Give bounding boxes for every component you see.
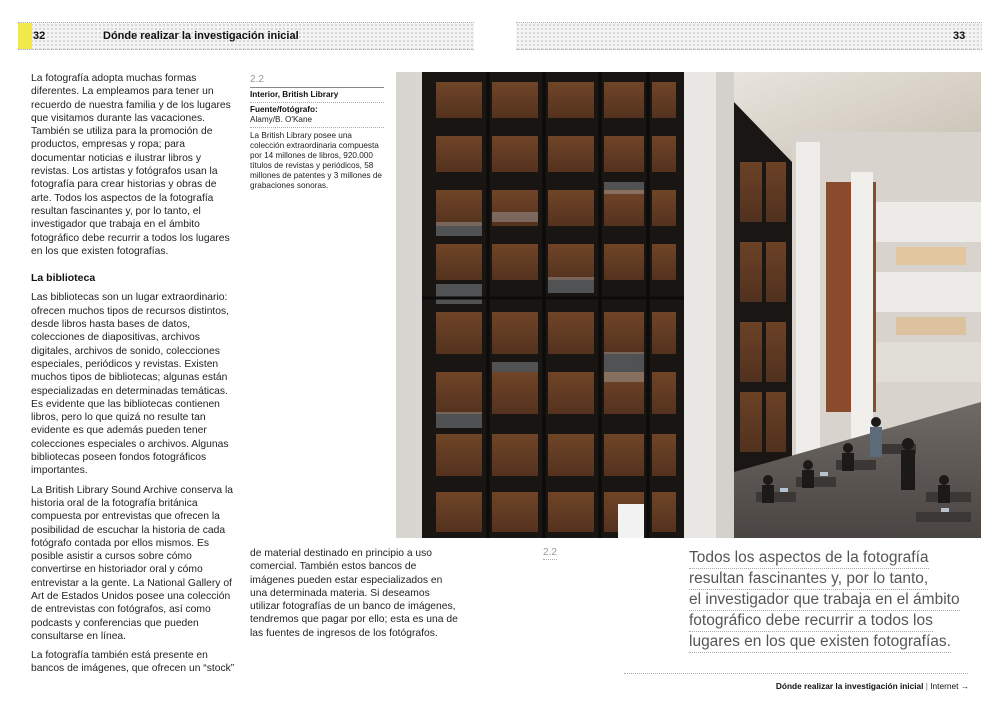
caption-text: La British Library posee una colección extraordinaria compuesta por 14 millones de libros, 920.000 títulos de revistas y periódicos, 58 millones de patentes y 3 millones de grabaciones sonoras. xyxy=(250,131,382,190)
footer-next-link[interactable]: Internet xyxy=(930,681,959,691)
section-heading: La biblioteca xyxy=(31,272,96,285)
right-page-number: 33 xyxy=(953,30,966,42)
pull-quote-line: resultan fascinantes y, por lo tanto, xyxy=(689,569,928,590)
figure-reference: 2.2 xyxy=(543,547,557,558)
footer-separator: | xyxy=(925,681,928,691)
caption-rule xyxy=(250,87,384,88)
sound-archive-paragraph: La British Library Sound Archive conserva la historia oral de la fotografía británica compuesta por entrevistas que ofrecen la posibilidad de escuchar la historia de cada fotógrafo contada por ellos mismos. Es posible asistir a cursos sobre cómo convertirse en historiador oral y cómo entrevistar a la gente. La National Gallery of Art de Estados Unidos posee una colección de entrevistas con fotógrafos, así como podcasts y conferencias que pueden consultarse en línea. xyxy=(31,484,234,642)
footer-divider xyxy=(624,673,968,675)
caption-number: 2.2 xyxy=(250,74,264,85)
right-header-bar xyxy=(516,22,982,50)
library-interior-photo xyxy=(396,72,981,538)
left-header-title: Dónde realizar la investigación inicial xyxy=(103,30,299,42)
figure-caption xyxy=(250,74,384,191)
pull-quote-line: Todos los aspectos de la fotografía xyxy=(689,548,929,569)
footer-navigation xyxy=(776,681,969,691)
caption-source-value: Alamy/B. O'Kane xyxy=(250,115,313,124)
pull-quote-line: lugares en los que existen fotografías. xyxy=(689,632,951,653)
caption-source-label: Fuente/fotógrafo: xyxy=(250,105,318,114)
pull-quote-line: el investigador que trabaja en el ámbito xyxy=(689,590,960,611)
image-bank-paragraph: La fotografía también está presente en bancos de imágenes, que ofrecen un “stock” xyxy=(31,650,235,675)
arrow-right-icon: → xyxy=(960,681,969,691)
pull-quote-line: fotográfico debe recurrir a todos los xyxy=(689,611,933,632)
continuation-text-column xyxy=(250,547,462,646)
footer-section-title: Dónde realizar la investigación inicial xyxy=(775,681,924,691)
header-color-tab xyxy=(18,23,32,49)
caption-title: Interior, British Library xyxy=(250,90,339,99)
library-paragraph: Las bibliotecas son un lugar extraordinario: ofrecen muchos tipos de recursos distintos, desde libros hasta bases de datos, colecciones de diapositivas, archivos digitales, archivos de sonido, colecciones especiales, periódicos y revistas. Existen muchos tipos de bibliotecas; algunas están especializadas en determinadas temáticas. Es evidente que las bibliotecas contienen libros, pero lo que quizá no resulte tan evidente es que además pueden tener colecciones especiales o archivos. Algunas bibliotecas poseen fondos fotográficos importantes. xyxy=(31,292,230,477)
left-page-number: 32 xyxy=(33,30,46,42)
caption-divider xyxy=(250,127,384,128)
pull-quote xyxy=(689,548,981,653)
continuation-paragraph: de material destinado en principio a uso comercial. También estos bancos de imágenes pueden estar especializados en una determinada materia. Si deseamos utilizar fotografías de un banco de imágenes, tendremos que pagar por ello; esta es una de las fuentes de ingresos de los fotógrafos. xyxy=(250,548,458,639)
library-photo-illustration xyxy=(396,72,981,538)
intro-paragraph: La fotografía adopta muchas formas diferentes. La empleamos para tener un recuerdo de nuestra familia y de los lugares que visitamos durante las vacaciones. También se utiliza para la promoción de productos, empresas y ropa; para documentar noticias e ilustrar libros y revistas. Los artistas y fotógrafos usan la fotografía para crear historias y obras de arte. Todos los aspectos de la fotografía resultan fascinantes y, por lo tanto, el investigador que trabaja en el ámbito fotográfico debe recurrir a todos los lugares en los que existen fotografías. xyxy=(31,73,231,257)
main-text-column xyxy=(31,72,239,682)
caption-divider xyxy=(250,102,384,103)
